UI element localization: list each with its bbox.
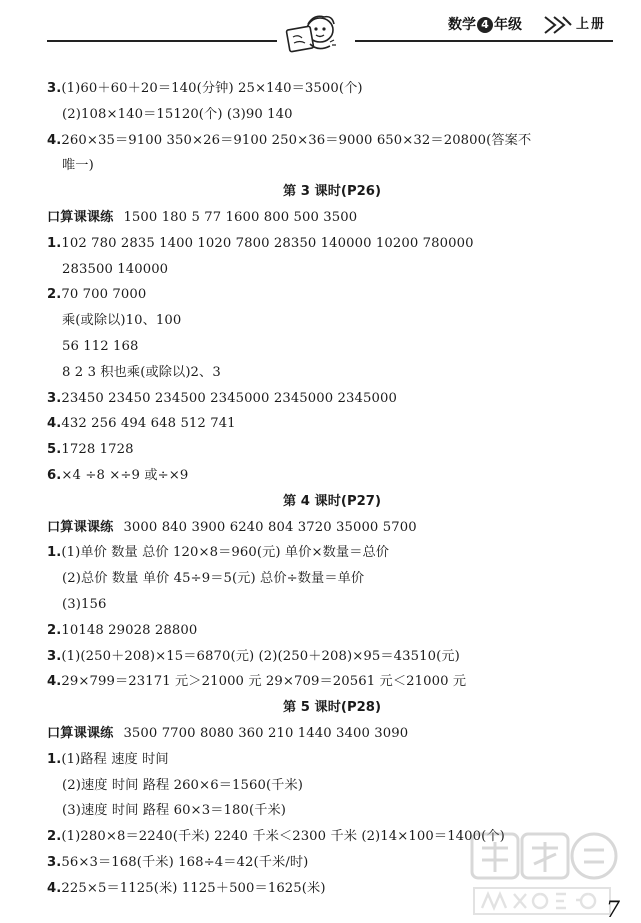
- answer-text: 432 256 494 648 512 741: [61, 416, 236, 432]
- answer-continuation: (2)速度 时间 路程 260×6＝1560(千米): [62, 777, 304, 793]
- answer-continuation: 56 112 168: [62, 338, 139, 354]
- answer-text: 56×3＝168(千米) 168÷4＝42(千米/时): [61, 854, 309, 870]
- answer-line: [47, 644, 607, 670]
- question-number: 3.: [47, 390, 62, 406]
- answer-continuation: (2)108×140＝15120(个) (3)90 140: [62, 106, 293, 122]
- oral-practice-answers: 3500 7700 8080 360 210 1440 3400 3090: [123, 725, 409, 741]
- answer-line: [47, 128, 607, 154]
- oral-practice-label: 口算课课练: [47, 725, 114, 741]
- answer-text: (1)单价 数量 总价 120×8＝960(元) 单价×数量＝总价: [61, 545, 390, 561]
- oral-practice-line: [47, 205, 607, 231]
- answer-continuation: 283500 140000: [62, 261, 169, 277]
- oral-practice-line: [47, 515, 607, 541]
- answer-line: [47, 231, 607, 257]
- answer-continuation: 唯一): [62, 158, 94, 174]
- subject-text: 数学: [448, 17, 476, 33]
- volume-label: 上册: [576, 17, 607, 32]
- answer-continuation: (3)速度 时间 路程 60×3＝180(千米): [62, 803, 287, 819]
- grade-suffix: 年级: [494, 17, 522, 33]
- subject-grade-label: [448, 14, 522, 36]
- question-number: 1.: [47, 751, 62, 767]
- answer-continuation: (2)总价 数量 单价 45÷9＝5(元) 总价÷数量＝单价: [62, 571, 365, 587]
- grade-number-badge: 4: [477, 17, 493, 33]
- answer-continuation: (3)156: [62, 596, 107, 612]
- oral-practice-line: [47, 721, 607, 747]
- answer-text: (1)(250＋208)×15＝6870(元) (2)(250＋208)×95＝43510(元): [61, 648, 460, 664]
- answer-line: [47, 463, 607, 489]
- answer-text: 29×799＝23171 元＞21000 元 29×709＝20561 元＜21000 元: [61, 674, 467, 690]
- question-number: 3.: [47, 81, 62, 96]
- answer-watermark-logo: [468, 830, 618, 920]
- question-number: 1.: [47, 235, 62, 251]
- question-number: 2.: [47, 829, 62, 845]
- answer-text: 10148 29028 28800: [61, 622, 198, 638]
- answer-line: [47, 437, 607, 463]
- answer-text: 102 780 2835 1400 1020 7800 28350 140000 10200 780000: [61, 235, 474, 251]
- answer-line: [47, 540, 607, 566]
- oral-practice-answers: 3000 840 3900 6240 804 3720 35000 5700: [123, 519, 417, 535]
- question-number: 4.: [47, 674, 62, 690]
- header-rule-left: [47, 40, 277, 42]
- question-number: 4.: [47, 132, 62, 148]
- oral-practice-label: 口算课课练: [47, 209, 114, 225]
- answer-line: [47, 747, 607, 773]
- answer-line: [47, 76, 607, 102]
- question-number: 4.: [47, 880, 62, 896]
- answer-line: [47, 618, 607, 644]
- answer-content: [47, 76, 607, 902]
- answer-continuation: 乘(或除以)10、100: [62, 313, 182, 329]
- question-number: 2.: [47, 622, 62, 638]
- question-number: 1.: [47, 545, 62, 561]
- answer-text: (1)280×8＝2240(千米) 2240 千米＜2300 千米 (2)14×100＝1400(个): [61, 829, 505, 845]
- answer-text: (1)60＋60＋20＝140(分钟) 25×140＝3500(个): [61, 81, 363, 96]
- question-number: 2.: [47, 287, 62, 303]
- oral-practice-answers: 1500 180 5 77 1600 800 500 3500: [123, 209, 358, 225]
- answer-text: 23450 23450 234500 2345000 2345000 2345000: [61, 390, 397, 406]
- answer-text: 70 700 7000: [61, 287, 147, 303]
- answer-line: [47, 411, 607, 437]
- header-rule-right: [355, 40, 613, 42]
- question-number: 5.: [47, 442, 62, 458]
- mascot-icon: [280, 12, 342, 58]
- answer-text: 1728 1728: [61, 442, 134, 458]
- section-title: 第 4 课时(P27): [283, 493, 381, 509]
- page-number: 7: [606, 898, 620, 923]
- answer-text: ×4 ÷8 ×÷9 或÷×9: [61, 467, 189, 483]
- double-chevron-right-icon: [542, 14, 572, 36]
- section-title: 第 5 课时(P28): [283, 700, 381, 716]
- question-number: 3.: [47, 648, 62, 664]
- page-header: [0, 0, 641, 60]
- oral-practice-label: 口算课课练: [47, 519, 114, 535]
- answer-text: 260×35＝9100 350×26＝9100 250×36＝9000 650×32＝20800(答案不: [61, 132, 532, 148]
- answer-text: (1)路程 速度 时间: [61, 751, 169, 767]
- answer-text: 225×5＝1125(米) 1125＋500＝1625(米): [61, 880, 326, 896]
- answer-continuation: 8 2 3 积也乘(或除以)2、3: [62, 364, 221, 380]
- question-number: 3.: [47, 854, 62, 870]
- section-title: 第 3 课时(P26): [283, 184, 381, 200]
- question-number: 4.: [47, 416, 62, 432]
- answer-line: [47, 282, 607, 308]
- answer-line: [47, 669, 607, 695]
- answer-line: [47, 386, 607, 412]
- question-number: 6.: [47, 467, 62, 483]
